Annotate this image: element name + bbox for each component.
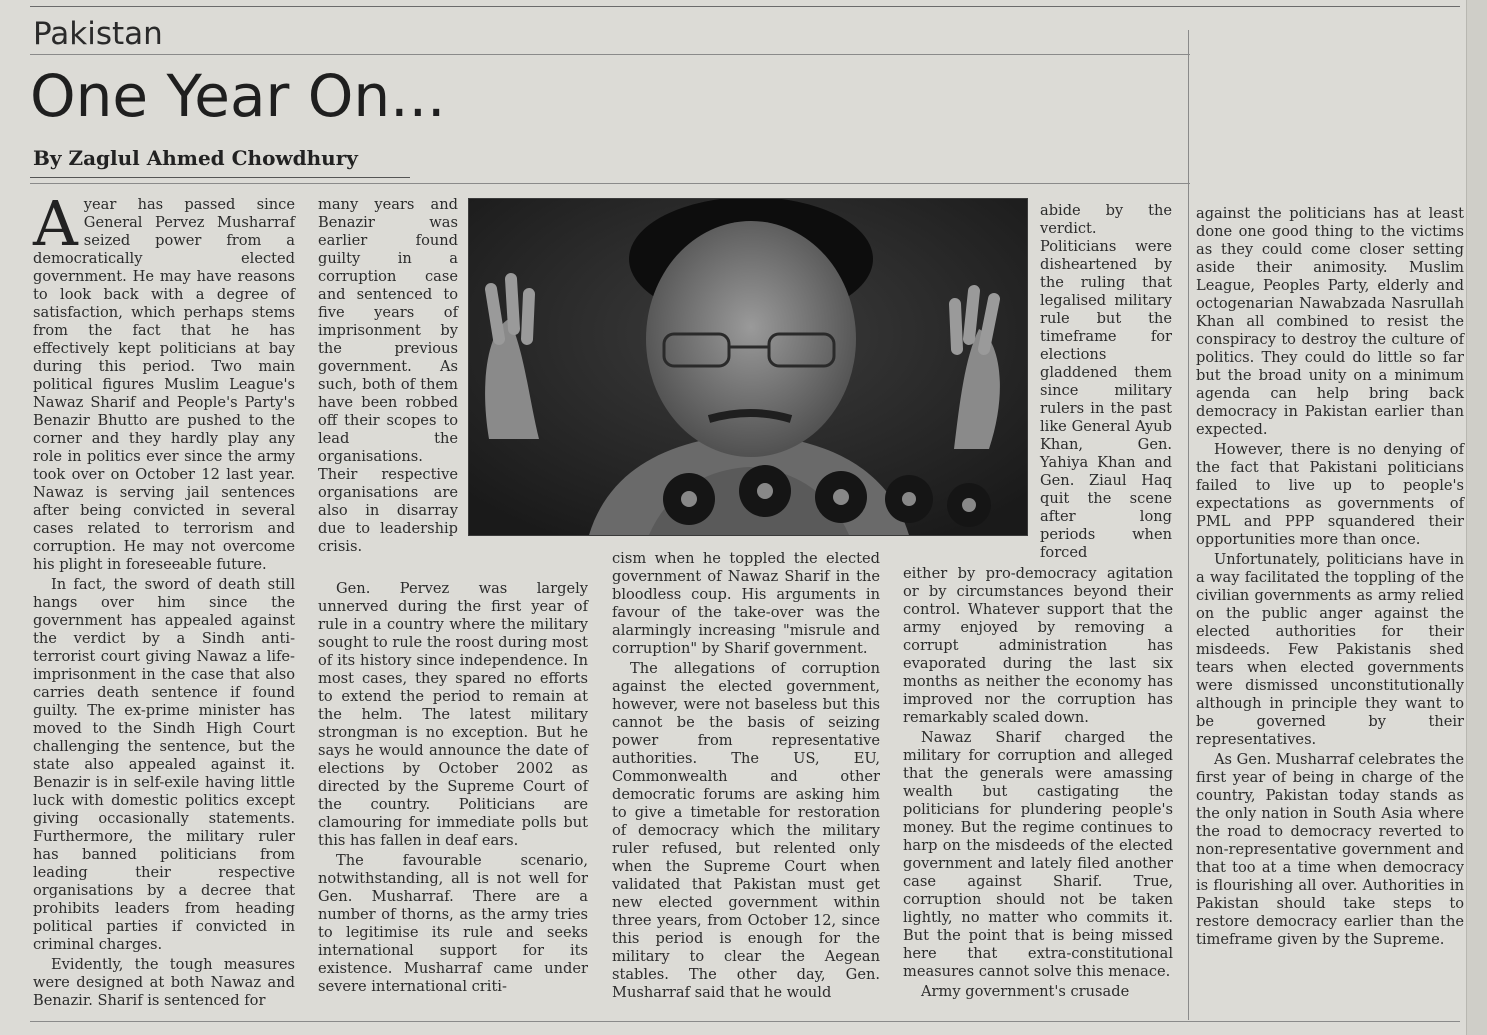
article-column-2-top [318, 196, 458, 556]
top-rule [30, 6, 1460, 7]
article-photo [468, 198, 1028, 536]
paragraph: The allegations of corruption against the elected government, however, were not baseless but this cannot be the basis of seizing power from representative authorities. The US, EU, Commonwealth and other democratic forums are asking him to give a timetable for restoration of democracy which the military ruler refused, but relented only when the Supreme Court when validated that Pakistan must get new elected government within three years, from October 12, since this period is enough for the military to clear the Aegean stables. The other day, Gen. Musharraf said that he would [612, 660, 880, 1001]
paragraph: many years and Benazir was earlier found guilty in a corruption case and sentenced to five years of imprisonment by the previous government. As such, both of them have been robbed off their scopes to lead the organisations. Their respective organisations are also in disarray due to leadership crisis. [318, 196, 458, 555]
paragraph: abide by the verdict. Politicians were disheartened by the ruling that legalised military rule but the timeframe for elections gladdened them since military rulers in the past like General Ayub Khan, Gen. Yahiya Khan and Gen. Ziaul Haq quit the scene after long periods when forced [1040, 202, 1172, 561]
drop-cap: A [33, 187, 78, 260]
paragraph: However, there is no denying of the fact that Pakistani politicians failed to live up to people's expectations as governments of PML and PPP squandered their opportunities more than once. [1196, 441, 1464, 548]
article-column-2 [318, 580, 588, 996]
paragraph: In fact, the sword of death still hangs over him since the government has appealed against the verdict by a Sindh anti-terrorist court giving Nawaz a life-imprisonment in the case that also carries death sentence if found guilty. The ex-prime minister has moved to the Sindh High Court challenging the sentence, but the state also appealed against it. Benazir is in self-exile having little luck with domestic politics except giving occasionally statements. Furthermore, the military ruler has banned politicians from leading their respective organisations by a decree that prohibits leaders from heading political parties if convicted in criminal charges. [33, 576, 295, 953]
headline: One Year On... [30, 62, 446, 130]
paragraph-text: year has passed since General Pervez Musharraf seized power from a democratically elected government. He may have reasons to look back with a degree of satisfaction, which perhaps stems from the fact that he has effectively kept politicians at bay during this period. Two main political figures Muslim League's Nawaz Sharif and People's Party's Benazir Bhutto are pushed to the corner and they hardly play any role in politics ever since the army took over on October 12 last year. Nawaz is serving jail sentences after being convicted in several cases related to terrorism and corruption. He may not overcome his plight in foreseeable future. [33, 196, 295, 573]
paragraph: either by pro-democracy agitation or by circumstances beyond their control. Whatever support that the army enjoyed by removing a corrupt administration has evaporated during the last six months as neither the economy has improved nor the corruption has remarkably scaled down. [903, 565, 1173, 726]
article-column-3 [612, 550, 880, 1002]
section-title: Pakistan [33, 16, 163, 52]
paragraph: cism when he toppled the elected government of Nawaz Sharif in the bloodless coup. His arguments in favour of the take-over was the alarmingly increasing "misrule and corruption" by Sharif government. [612, 550, 880, 657]
paragraph: Gen. Pervez was largely unnerved during the first year of rule in a country where the military sought to rule the roost during most of its history since independence. In most cases, they spared no efforts to extend the period to remain at the helm. The latest military strongman is no exception. But he says he would announce the date of elections by October 2002 as directed by the Supreme Court of the country. Politicians are clamouring for immediate polls but this has fallen in deaf ears. [318, 580, 588, 849]
paragraph: against the politicians has at least done one good thing to the victims as they could come closer setting aside their animosity. Muslim League, Peoples Party, elderly and octogenarian Nawabzada Nasrullah Khan all combined to resist the conspiracy to destroy the culture of politics. They could do little so far but the broad unity on a minimum agenda can help bring back democracy in Pakistan earlier than expected. [1196, 205, 1464, 438]
column-divider [1188, 30, 1189, 1020]
adjacent-page-edge [1466, 0, 1487, 1035]
article-column-5 [1196, 205, 1464, 949]
paragraph: As Gen. Musharraf celebrates the first year of being in charge of the country, Pakistan today stands as the only nation in South Asia where the road to democracy reverted to non-representative government and that too at a time when democracy is flourishing all over. Authorities in Pakistan should take steps to restore democracy earlier than the timeframe given by the Supreme. [1196, 751, 1464, 948]
byline: By Zaglul Ahmed Chowdhury [33, 146, 358, 170]
paragraph: Unfortunately, politicians have in a way facilitated the toppling of the civilian governments as army relied on the public anger against the elected authorities for their misdeeds. Few Pakistanis shed tears when elected governments were dismissed unconstitutionally although in principle they want to be governed by their representatives. [1196, 551, 1464, 748]
article-column-1 [33, 187, 295, 1010]
article-column-4-top [1040, 202, 1172, 562]
article-column-4 [903, 565, 1173, 1001]
header-rule [30, 183, 1190, 184]
paragraph: Army government's crusade [921, 983, 1130, 1000]
byline-rule [30, 177, 410, 178]
bottom-rule [30, 1021, 1460, 1022]
paragraph: Evidently, the tough measures were designed at both Nawaz and Benazir. Sharif is sentenced for [33, 956, 295, 1009]
section-rule [30, 54, 1190, 55]
paragraph [33, 187, 295, 574]
portrait-photo-icon [469, 199, 1027, 535]
paragraph: The favourable scenario, notwithstanding, all is not well for Gen. Musharraf. There are a number of thorns, as the army tries to legitimise its rule and seeks international support for its existence. Musharraf came under severe international criti- [318, 852, 588, 995]
paragraph: Nawaz Sharif charged the military for corruption and alleged that the generals were amassing wealth but castigating the politicians for plundering people's money. But the regime continues to harp on the misdeeds of the elected government and lately filed another case against Sharif. True, corruption should not be taken lightly, no matter who commits it. But the point that is being missed here that extra-constitutional measures cannot solve this menace. [903, 729, 1173, 980]
